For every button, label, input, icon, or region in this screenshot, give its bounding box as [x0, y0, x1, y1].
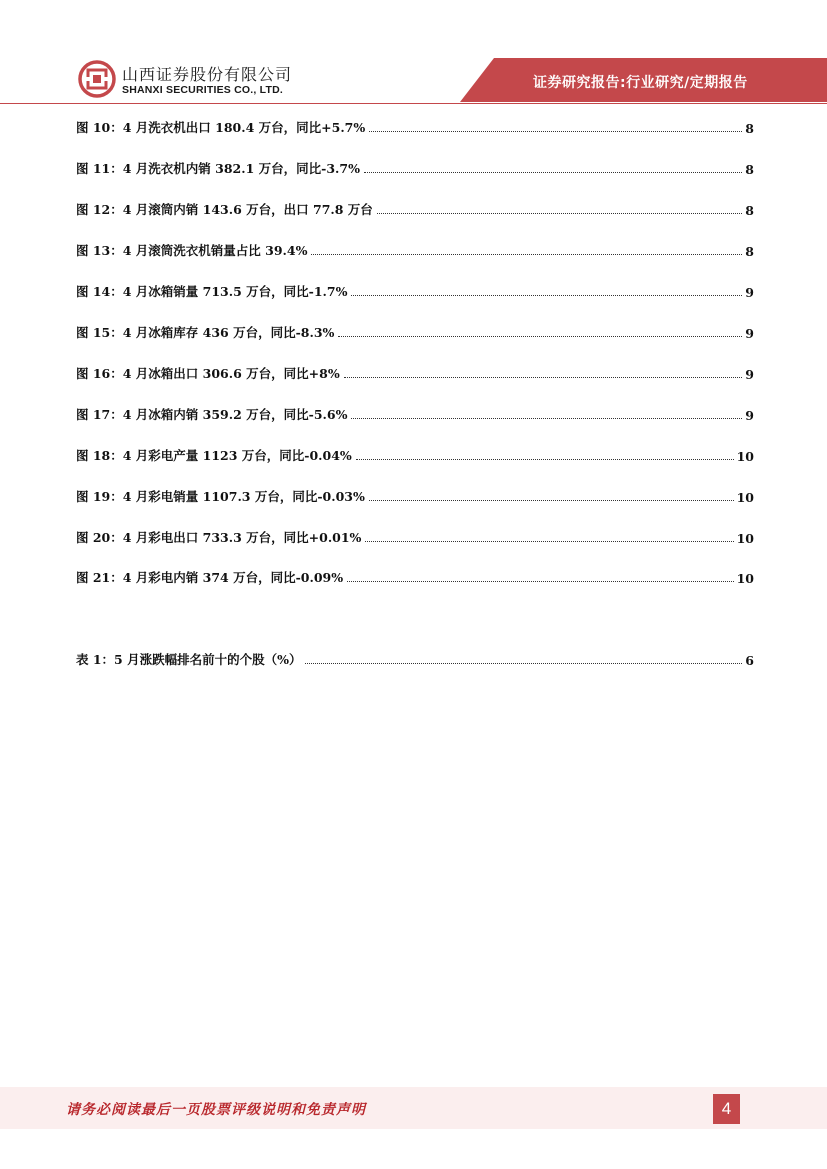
toc-leader-dots: [377, 212, 743, 214]
toc-entry-page: 10: [736, 531, 754, 546]
toc-entry[interactable]: [76, 321, 754, 341]
toc-entry-page: 10: [736, 449, 754, 464]
toc-entry[interactable]: [76, 566, 754, 586]
toc-entry-page: 10: [736, 571, 754, 586]
toc-leader-dots: [338, 335, 742, 337]
toc-entry-page: 8: [745, 121, 754, 136]
toc-entry[interactable]: [76, 198, 754, 218]
toc-entry-page: 6: [745, 653, 754, 668]
report-type-label: 证券研究报告:行业研究/定期报告: [533, 75, 748, 91]
toc-entry[interactable]: [76, 157, 754, 177]
toc-entry-page: 9: [745, 367, 754, 382]
toc-entry-label: 图 21：4 月彩电内销 374 万台，同比-0.09%: [76, 570, 344, 585]
toc-entry[interactable]: [76, 280, 754, 300]
toc-leader-dots: [351, 417, 742, 419]
toc-leader-dots: [351, 294, 742, 296]
header-divider: [0, 103, 827, 104]
toc-entry-label: 图 12：4 月滚筒内销 143.6 万台，出口 77.8 万台: [76, 202, 373, 217]
toc-entry-page: 10: [736, 490, 754, 505]
toc-leader-dots: [369, 499, 734, 501]
toc-entry-page: 9: [745, 285, 754, 300]
company-name-cn: 山西证券股份有限公司: [122, 65, 293, 84]
toc-leader-dots: [356, 458, 734, 460]
toc-entry-page: 8: [745, 162, 754, 177]
company-name-en: SHANXI SECURITIES CO., LTD.: [122, 84, 283, 96]
toc-entry-label: 图 14：4 月冰箱销量 713.5 万台，同比-1.7%: [76, 284, 348, 299]
toc-entry-label: 图 13：4 月滚筒洗衣机销量占比 39.4%: [76, 243, 308, 258]
toc-entry-label: 图 17：4 月冰箱内销 359.2 万台，同比-5.6%: [76, 407, 348, 422]
company-logo-icon: [78, 60, 116, 98]
toc-entry[interactable]: [76, 239, 754, 259]
page-number: 4: [713, 1094, 740, 1124]
toc-entry-label: 图 16：4 月冰箱出口 306.6 万台，同比+8%: [76, 366, 340, 381]
toc-entry[interactable]: [76, 485, 754, 505]
toc-entry-label: 图 10：4 月洗衣机出口 180.4 万台，同比+5.7%: [76, 120, 366, 135]
toc-entry-label: 表 1：5 月涨跌幅排名前十的个股（%）: [76, 652, 302, 667]
toc-entry-label: 图 15：4 月冰箱库存 436 万台，同比-8.3%: [76, 325, 335, 340]
toc-entry-page: 8: [745, 244, 754, 259]
toc-entry-page: 9: [745, 326, 754, 341]
toc-entry-label: 图 20：4 月彩电出口 733.3 万台，同比+0.01%: [76, 530, 362, 545]
toc-entry-page: 9: [745, 408, 754, 423]
toc-entry[interactable]: [76, 403, 754, 423]
toc-leader-dots: [369, 130, 742, 132]
footer-disclaimer: 请务必阅读最后一页股票评级说明和免责声明: [66, 1102, 366, 1118]
toc-entry[interactable]: [76, 444, 754, 464]
toc-leader-dots: [305, 662, 742, 664]
toc-entry-label: 图 18：4 月彩电产量 1123 万台，同比-0.04%: [76, 448, 352, 463]
toc-leader-dots: [311, 253, 742, 255]
toc-leader-dots: [347, 580, 733, 582]
toc-leader-dots: [344, 376, 743, 378]
toc-leader-dots: [364, 171, 742, 173]
toc-leader-dots: [365, 540, 733, 542]
toc-entry-label: 图 11：4 月洗衣机内销 382.1 万台，同比-3.7%: [76, 161, 360, 176]
toc-entry-page: 8: [745, 203, 754, 218]
toc-entry[interactable]: [76, 116, 754, 136]
toc-entry-label: 图 19：4 月彩电销量 1107.3 万台，同比-0.03%: [76, 489, 365, 504]
toc-table-entry[interactable]: [76, 648, 754, 668]
toc-entry[interactable]: [76, 526, 754, 546]
page-header: [0, 0, 827, 104]
toc-entry[interactable]: [76, 362, 754, 382]
